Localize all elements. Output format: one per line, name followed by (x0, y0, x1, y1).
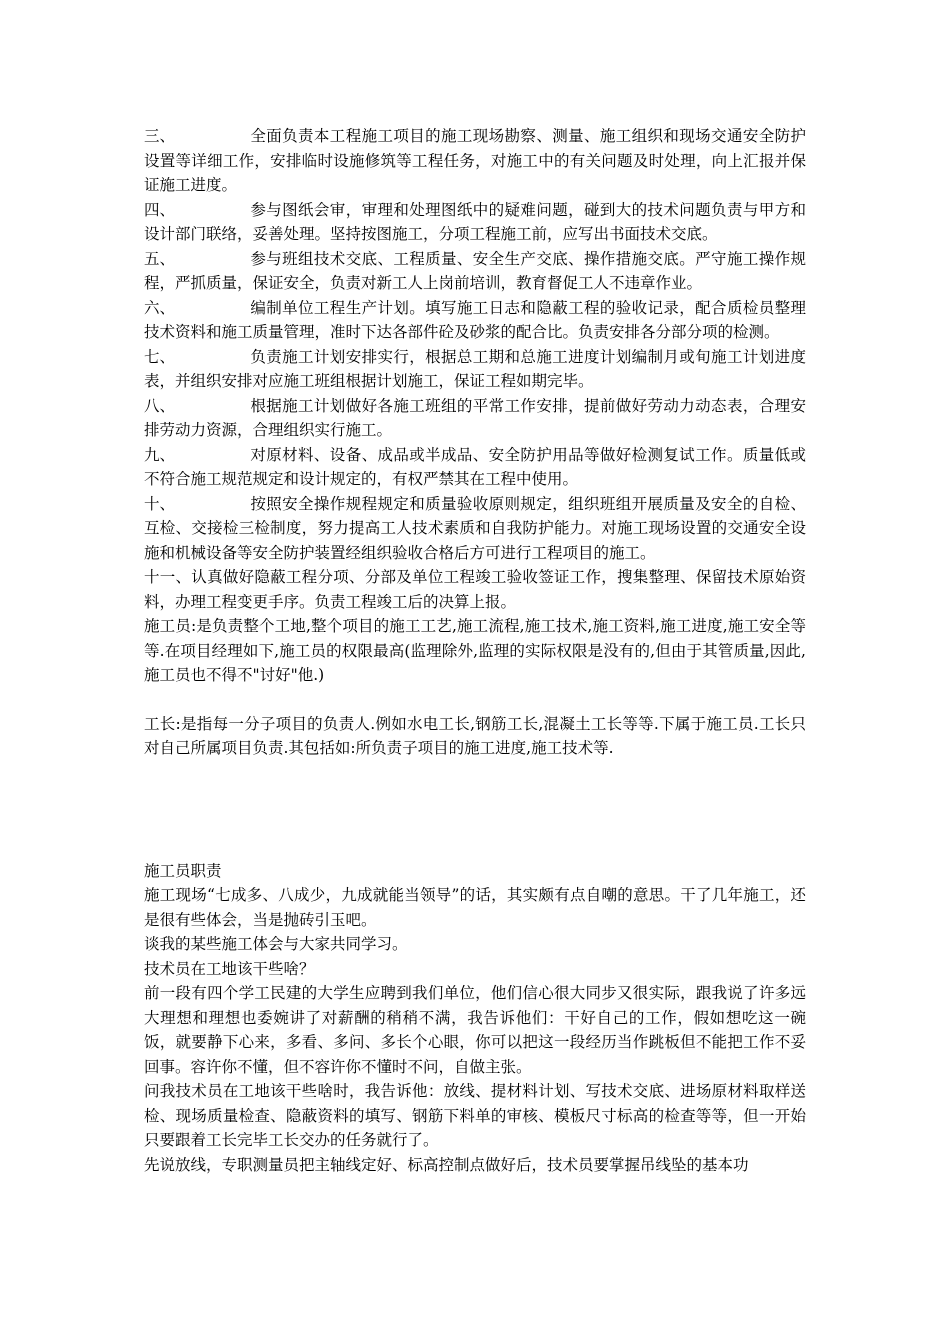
duty-item-8 (144, 394, 806, 443)
item-number: 九、 (144, 445, 176, 464)
paragraph: 先说放线，专职测量员把主轴线定好、标高控制点做好后，技术员要掌握吊线坠的基本功 (144, 1155, 749, 1174)
section-title: 施工员职责 (144, 861, 222, 880)
item-number: 三、 (144, 127, 176, 145)
item-text: 对原材料、设备、成品或半成品、安全防护用品等做好检测复试工作。质量低或不符合施工规范规定和设计规定的，有权严禁其在工程中使用。 (144, 445, 806, 488)
item-text: 参与班组技术交底、工程质量、安全生产交底、操作措施交底。严守施工操作规程，严抓质量，保证安全，负责对新工人上岗前培训，教育督促工人不违章作业。 (144, 249, 806, 292)
document-body (144, 124, 806, 1177)
gongzhang-description: 工长:是指每一分子项目的负责人.例如水电工长,钢筋工长,混凝土工长等等.下属于施工员.工长只对自己所属项目负责.其包括如:所负责子项目的施工进度,施工技术等. (144, 714, 806, 757)
paragraph: 技术员在工地该干些啥？ (144, 959, 315, 978)
spacer (144, 688, 806, 712)
paragraph: 前一段有四个学工民建的大学生应聘到我们单位，他们信心很大同步又很实际，跟我说了许多远大理想和理想也委婉讲了对薪酬的稍稍不满，我告诉他们：干好自己的工作，假如想吃这一碗饭，就要静下心来，多看、多问、多长个心眼，你可以把这一段经历当作跳板但不能把工作不妥回事。容许你不懂，但不容许你不懂时不问，自做主张。 (144, 984, 806, 1076)
spacer (144, 761, 806, 859)
item-text: 全面负责本工程施工项目的施工现场勘察、测量、施工组织和现场交通安全防护设置等详细工作，安排临时设施修筑等工程任务，对施工中的有关问题及时处理，向上汇报并保证施工进度。 (144, 127, 806, 194)
item-text: 参与图纸会审，审理和处理图纸中的疑难问题，碰到大的技术问题负责与甲方和设计部门联络，妥善处理。坚持按图施工，分项工程施工前，应写出书面技术交底。 (144, 200, 806, 243)
duty-item-10 (144, 492, 806, 566)
paragraph: 谈我的某些施工体会与大家共同学习。 (144, 935, 408, 953)
foreman-description: 施工员:是负责整个工地,整个项目的施工工艺,施工流程,施工技术,施工资料,施工进度,施工安全等等.在项目经理如下,施工员的权限最高(监理除外,监理的实际权限是没有的,但由于其管质量,因此,施工员也不得不"讨好"他.) (144, 617, 806, 684)
item-number: 四、 (144, 200, 176, 219)
duty-item-7 (144, 345, 806, 394)
item-number: 五、 (144, 249, 176, 268)
paragraph: 施工现场“七成多、八成少，九成就能当领导”的话，其实颇有点自嘲的意思。干了几年施工，还是很有些体会，当是抛砖引玉吧。 (144, 886, 806, 929)
duty-item-5 (144, 247, 806, 296)
item-number: 六、 (144, 298, 176, 317)
item-number: 八、 (144, 396, 176, 415)
item-text: 负责施工计划安排实行，根据总工期和总施工进度计划编制月或旬施工计划进度表，并组织安排对应施工班组根据计划施工，保证工程如期完毕。 (144, 347, 806, 390)
duty-item-9 (144, 443, 806, 492)
paragraph: 问我技术员在工地该干些啥时，我告诉他：放线、提材料计划、写技术交底、进场原材料取样送检、现场质量检查、隐蔽资料的填写、钢筋下料单的审核、模板尺寸标高的检查等等，但一开始只要跟着工长完毕工长交办的任务就行了。 (144, 1082, 806, 1149)
item-number: 十、 (144, 494, 176, 513)
item-text: 根据施工计划做好各施工班组的平常工作安排，提前做好劳动力动态表，合理安排劳动力资源，合理组织实行施工。 (144, 396, 806, 439)
duty-item-11: 十一、认真做好隐蔽工程分项、分部及单位工程竣工验收签证工作，搜集整理、保留技术原始资料，办理工程变更手序。负责工程竣工后的决算上报。 (144, 568, 806, 611)
duty-item-6 (144, 296, 806, 345)
duty-item-3 (144, 124, 806, 198)
item-number: 七、 (144, 347, 176, 366)
item-text: 编制单位工程生产计划。填写施工日志和隐蔽工程的验收记录，配合质检员整理技术资料和施工质量管理，准时下达各部件砼及砂浆的配合比。负责安排各分部分项的检测。 (144, 298, 806, 341)
item-text: 按照安全操作规程规定和质量验收原则规定，组织班组开展质量及安全的自检、互检、交接检三检制度，努力提高工人技术素质和自我防护能力。对施工现场设置的交通安全设施和机械设备等安全防护装置经组织验收合格后方可进行工程项目的施工。 (144, 494, 806, 562)
duty-item-4 (144, 198, 806, 247)
